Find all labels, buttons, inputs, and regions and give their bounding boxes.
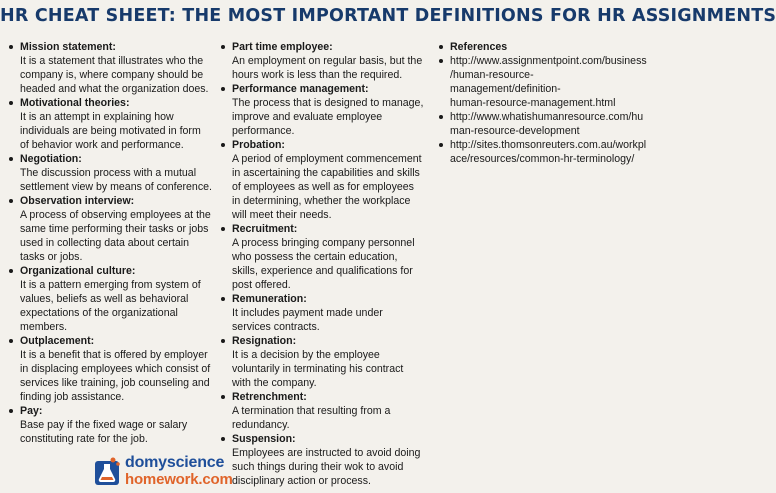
definition-term: Organizational culture: (20, 265, 136, 277)
definition-text: A termination that resulting from a redundancy. (232, 405, 391, 431)
definition-text: It is a pattern emerging from system of values, beliefs as well as behavioral expectations of the organizational members. (20, 279, 201, 333)
references-column (437, 40, 647, 166)
logo-text-line1: domyscience (125, 454, 225, 471)
definitions-column-1 (7, 40, 212, 446)
reference-url[interactable]: http://www.whatishumanresource.com/hu man-resource-development (450, 111, 644, 137)
definition-item (219, 40, 424, 82)
definition-term: Suspension: (232, 433, 296, 445)
definition-text: A process of observing employees at the same time performing their tasks or jobs used in collecting data about certain tasks or jobs. (20, 209, 211, 263)
definitions-column-2 (219, 40, 424, 488)
definition-text: It is a benefit that is offered by employer in displacing employees which consist of services like training, job counseling and finding job assistance. (20, 349, 211, 403)
references-heading: References (450, 41, 508, 53)
definition-item (219, 222, 424, 292)
definition-item (219, 334, 424, 390)
definition-text: The process that is designed to manage, improve and evaluate employee performance. (232, 97, 424, 137)
definition-item (219, 292, 424, 334)
flask-logo-icon (93, 455, 123, 487)
definition-term: Performance management: (232, 83, 369, 95)
definition-item (219, 82, 424, 138)
definition-term: Probation: (232, 139, 285, 151)
definition-text: It is an attempt in explaining how individuals are being motivated in form of behavior work and performance. (20, 111, 201, 151)
definition-text: Base pay if the fixed wage or salary constituting rate for the job. (20, 419, 188, 445)
definition-term: Observation interview: (20, 195, 135, 207)
definition-item (7, 96, 212, 152)
definition-item (7, 152, 212, 194)
logo-text-line2: homework.com (125, 471, 233, 488)
reference-url[interactable]: http://sites.thomsonreuters.com.au/workpl ace/resources/common-hr-terminology/ (450, 139, 647, 165)
definition-term: Retrenchment: (232, 391, 307, 403)
definition-term: Remuneration: (232, 293, 307, 305)
definition-item (7, 264, 212, 334)
definition-item (219, 390, 424, 432)
references-heading-item (437, 40, 638, 54)
reference-link[interactable] (437, 138, 647, 166)
definition-term: Mission statement: (20, 41, 116, 53)
definition-text: It includes payment made under services contracts. (232, 307, 383, 333)
definition-term: Pay: (20, 405, 43, 417)
reference-url[interactable]: http://www.assignmentpoint.com/business /human-resource-management/definition- human-resource-management.html (450, 55, 647, 109)
definition-term: Part time employee: (232, 41, 333, 53)
definition-item (7, 194, 212, 264)
definition-text: A period of employment commencement in ascertaining the capabilities and skills of employees as well as for employees in determining, whether the workplace will meet their needs. (232, 153, 422, 221)
definition-term: Motivational theories: (20, 97, 130, 109)
definition-text: It is a decision by the employee voluntarily in terminating his contract with the company. (232, 349, 404, 389)
definition-term: Outplacement: (20, 335, 95, 347)
definition-item (219, 432, 424, 488)
definition-term: Negotiation: (20, 153, 82, 165)
definition-item (7, 40, 212, 96)
reference-link[interactable] (437, 54, 647, 110)
definition-text: An employment on regular basis, but the hours work is less than the required. (232, 55, 423, 81)
definition-text: Employees are instructed to avoid doing such things during their wok to avoid disciplinary action or process. (232, 447, 421, 487)
definition-text: It is a statement that illustrates who the company is, where company should be headed and what the organization does. (20, 55, 209, 95)
page-title: HR CHEAT SHEET: THE MOST IMPORTANT DEFINITIONS FOR HR ASSIGNMENTS (0, 6, 776, 26)
definition-item (7, 334, 212, 404)
reference-link[interactable] (437, 110, 644, 138)
definition-term: Resignation: (232, 335, 297, 347)
definition-text: A process bringing company personnel who possess the certain education, skills, experience and qualifications for post offered. (232, 237, 415, 291)
definition-item (219, 138, 424, 222)
definition-text: The discussion process with a mutual settlement view by means of conference. (20, 167, 212, 193)
definition-item (7, 404, 212, 446)
definition-term: Recruitment: (232, 223, 298, 235)
site-logo (93, 455, 233, 489)
